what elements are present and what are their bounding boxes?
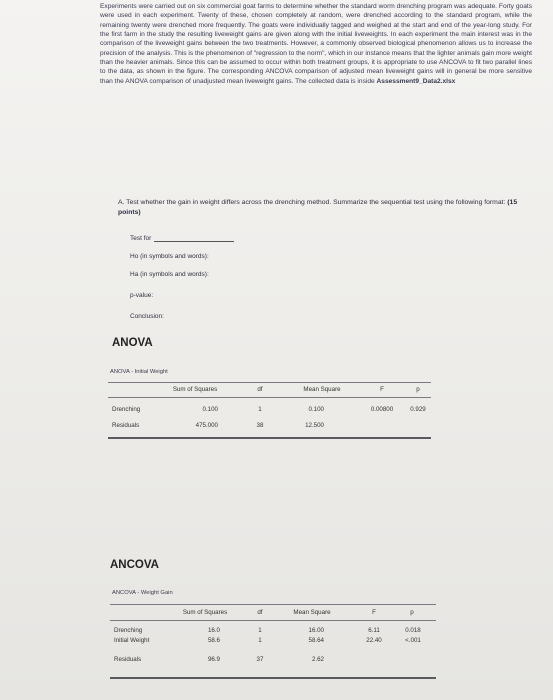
ancova-header-ss: Sum of Squares <box>182 609 228 616</box>
data-file-name: Assessment9_Data2.xlsx <box>376 77 456 85</box>
ancova-cell: 58.6 <box>207 637 220 644</box>
question-points: (15 points) <box>118 199 518 216</box>
test-for-field <box>130 234 234 242</box>
ancova-header-ms: Mean Square <box>293 609 331 616</box>
anova-header-ss: Sum of Squares <box>172 386 218 393</box>
anova-caption: ANOVA - Initial Weight <box>110 369 168 375</box>
ancova-cell: <.001 <box>405 637 421 644</box>
anova-cell: 475.000 <box>195 422 218 429</box>
ancova-row-label: Drenching <box>114 627 143 634</box>
question-a <box>118 198 518 217</box>
ancova-cell: 0.018 <box>405 627 421 634</box>
anova-header-p: p <box>416 386 420 393</box>
ancova-caption: ANCOVA - Weight Gain <box>112 590 173 596</box>
ancova-cell: 1 <box>258 637 262 644</box>
conclusion-label: Conclusion: <box>130 313 164 320</box>
ancova-cell: 6.11 <box>368 627 380 634</box>
anova-cell: 0.100 <box>308 406 324 413</box>
anova-header-f: F <box>380 386 384 393</box>
anova-row-label: Residuals <box>112 422 140 429</box>
anova-cell: 38 <box>256 422 264 429</box>
ho-label: Ho (in symbols and words): <box>130 253 209 260</box>
ancova-top-rule <box>110 604 436 605</box>
ancova-cell: 16.0 <box>207 627 220 634</box>
ancova-row-label: Residuals <box>114 656 142 663</box>
intro-text: Experiments were carried out on six commercial goat farms to determine whether the standard worm drenching program was adequate. Forty goats were used in each experiment. Twenty of these, chosen completely at random, were drenched according to the standard program, while the remaining twenty were drenched more frequently. The goats were individually tagged and weighed at the start and end of the year-long study. For the first farm in the study the resulting liveweight gains are given along with the initial liveweights. In each experiment the main interest was in the comparison of the liveweight gains between the two treatments. However, a commonly observed biological phenomenon allows us to increase the precision of the analysis. This is the phenomenon of "regression to the norm", which in our instance means that the lighter animals gain more weight than the heavier animals. Since this can be assumed to occur within both treatment groups, it is appropriate to use ANCOVA to fit two parallel lines to the data, as shown in the figure. The corresponding ANCOVA comparison of adjusted mean liveweight gains will in general be more sensitive than the ANOVA comparison of unadjusted mean liveweight gains. The collected data is inside <box>100 3 532 85</box>
ancova-cell: 96.9 <box>207 656 220 663</box>
anova-top-rule <box>108 382 431 383</box>
anova-cell: 12.500 <box>305 422 324 429</box>
ancova-cell: 1 <box>258 627 262 634</box>
test-for-label: Test for <box>130 235 152 242</box>
anova-header-ms: Mean Square <box>303 386 341 393</box>
ancova-header-rule <box>110 620 436 621</box>
ancova-cell: 16.00 <box>308 627 324 634</box>
anova-bottom-rule <box>108 437 431 439</box>
test-for-blank[interactable] <box>154 234 234 242</box>
ancova-cell: 37 <box>256 656 264 663</box>
ancova-heading: ANCOVA <box>110 559 159 571</box>
ancova-header-p: p <box>410 609 414 616</box>
anova-row-label: Drenching <box>112 406 141 413</box>
ancova-cell: 58.64 <box>308 637 324 644</box>
anova-cell: 0.929 <box>410 406 426 413</box>
intro-paragraph <box>100 2 532 86</box>
anova-cell: 1 <box>258 406 262 413</box>
ancova-cell: 22.40 <box>366 637 382 644</box>
ancova-bottom-rule <box>110 677 436 679</box>
ancova-header-df: df <box>257 609 263 616</box>
question-text: A. Test whether the gain in weight differs across the drenching method. Summarize the sequential test using the following format: <box>118 199 506 206</box>
anova-cell: 0.100 <box>202 406 218 413</box>
anova-cell: 0.00800 <box>370 406 394 413</box>
ancova-cell: 2.62 <box>311 656 324 663</box>
ha-label: Ha (in symbols and words): <box>130 271 209 278</box>
ancova-header-f: F <box>372 609 376 616</box>
anova-header-rule <box>108 397 431 398</box>
anova-header-df: df <box>257 386 263 393</box>
pvalue-label: p-value: <box>130 292 154 299</box>
anova-heading: ANOVA <box>112 337 153 349</box>
ancova-row-label: Initial Weight <box>114 637 150 644</box>
